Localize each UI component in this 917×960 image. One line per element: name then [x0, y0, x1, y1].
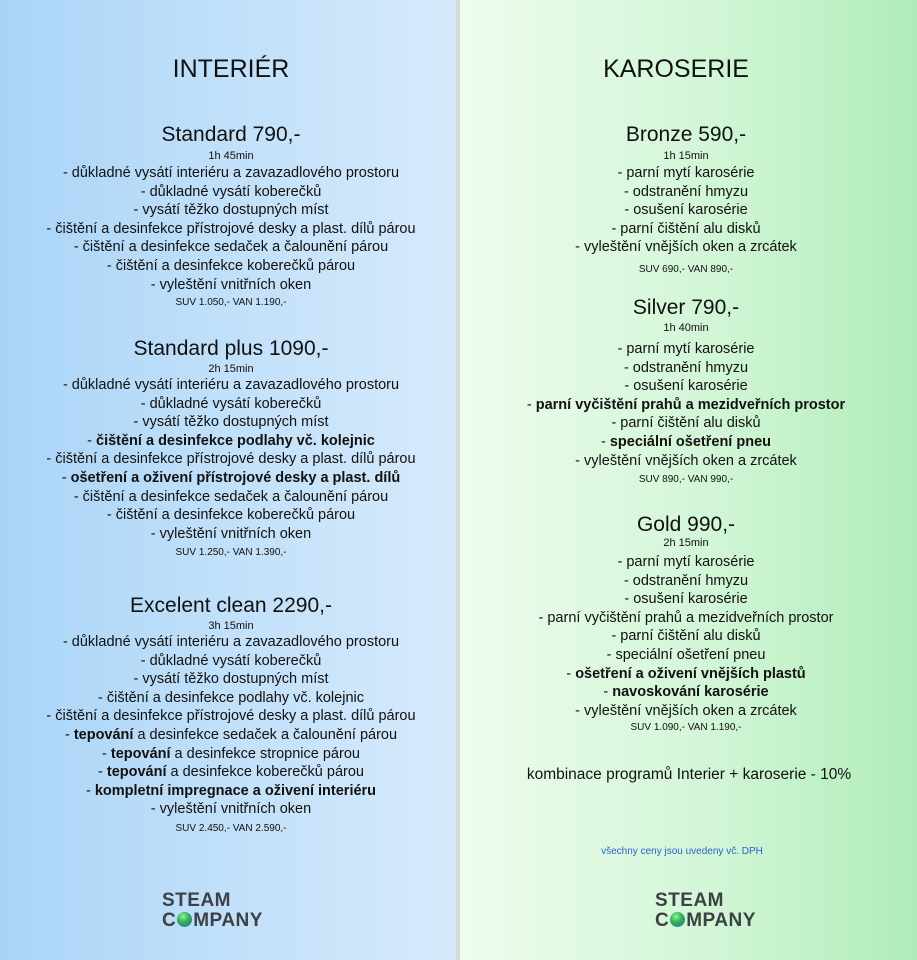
service-item	[86, 783, 376, 799]
service-item-text: a desinfekce koberečků párou	[166, 764, 364, 781]
service-item-text: - parní mytí karosérie	[617, 341, 755, 357]
service-item	[65, 727, 397, 743]
service-item-text: - parní vyčištění prahů a mezidveřních prostor	[538, 609, 834, 626]
service-item-highlight: ošetření a oživení přístrojové desky a plast. dílů	[70, 470, 401, 486]
combo-discount-text: kombinace programů Interier + karoserie - 10%	[526, 766, 852, 783]
service-item	[624, 360, 748, 376]
service-item	[539, 610, 834, 626]
package-duration: 1h 45min	[208, 150, 254, 162]
service-item-text: a desinfekce sedaček a čalounění párou	[133, 727, 398, 743]
service-item	[618, 554, 755, 570]
service-item-text: -	[566, 665, 576, 682]
service-item	[46, 221, 415, 237]
service-item	[87, 433, 375, 449]
service-item-text: -	[85, 782, 95, 799]
service-item	[133, 414, 328, 430]
package-title: Bronze 590,-	[625, 123, 747, 146]
service-item-text: -	[61, 470, 71, 486]
logo-letters: MPANY	[686, 910, 756, 931]
service-item	[133, 202, 328, 218]
suv-van-prices: SUV 890,- VAN 990,-	[638, 474, 734, 485]
service-item-text: - parní mytí karosérie	[617, 165, 755, 181]
package-duration: 3h 15min	[208, 620, 254, 632]
service-item-text: - čištění a desinfekce sedaček a čalounění párou	[73, 488, 389, 505]
service-item-text: -	[87, 432, 97, 449]
service-item	[575, 703, 797, 719]
package-duration: 1h 15min	[663, 150, 709, 162]
service-item	[575, 239, 797, 255]
service-item-text: - osušení karosérie	[624, 591, 748, 608]
service-item-text: - čištění a desinfekce sedaček a čalounění párou	[73, 239, 389, 256]
package-duration: 2h 15min	[208, 363, 254, 375]
service-item-text: - čištění a desinfekce koberečků párou	[106, 507, 356, 524]
service-item	[46, 708, 415, 724]
service-item	[603, 684, 768, 700]
service-item-text: -	[600, 434, 610, 450]
service-item-text: - parní čištění alu disků	[611, 415, 761, 432]
service-item-highlight: speciální ošetření pneu	[609, 434, 772, 450]
logo-letter: C	[162, 910, 177, 931]
logo-letter: C	[655, 910, 670, 931]
service-item-highlight: tepování	[110, 745, 171, 762]
service-item	[141, 653, 322, 669]
package-title: Standard plus 1090,-	[133, 337, 329, 360]
service-item-text: - odstranění hmyzu	[623, 359, 749, 376]
service-item	[74, 489, 388, 505]
vat-note: všechny ceny jsou uvedeny vč. DPH	[601, 846, 763, 857]
service-item	[46, 451, 415, 467]
service-item	[618, 341, 755, 357]
service-item	[611, 628, 760, 644]
service-item-text: - vyleštění vnějších oken a zrcátek	[575, 452, 797, 469]
service-item	[624, 591, 747, 607]
suv-van-prices: SUV 2.450,- VAN 2.590,-	[175, 823, 287, 834]
service-item-text: - vyleštění vnějších oken a zrcátek	[575, 702, 797, 719]
service-item-text: - vysátí těžko dostupných míst	[133, 202, 329, 219]
service-item	[107, 507, 355, 523]
service-item-highlight: parní vyčištění prahů a mezidveřních prostor	[535, 396, 846, 413]
service-item-text: - parní mytí karosérie	[617, 554, 755, 570]
service-item	[607, 647, 766, 663]
service-item-text: -	[603, 684, 613, 701]
service-item	[151, 526, 311, 542]
service-item	[601, 434, 771, 450]
exterior-heading: KAROSERIE	[603, 55, 749, 83]
logo-line-2	[655, 911, 756, 930]
service-item	[575, 453, 797, 469]
service-item-text: -	[64, 727, 74, 743]
suv-van-prices: SUV 1.250,- VAN 1.390,-	[175, 547, 287, 558]
logo-ball-icon	[670, 912, 685, 927]
service-item	[618, 165, 755, 181]
service-item-text: - osušení karosérie	[624, 378, 748, 395]
steam-company-logo	[162, 887, 266, 933]
logo-line-1: STEAM	[655, 890, 724, 911]
service-item-text: - čištění a desinfekce přístrojové desky a plast. dílů párou	[46, 451, 416, 468]
suv-van-prices: SUV 1.050,- VAN 1.190,-	[175, 297, 287, 308]
service-item	[624, 184, 748, 200]
service-item-text: - odstranění hmyzu	[623, 572, 749, 589]
service-item-text: - důkladné vysátí koberečků	[140, 652, 322, 669]
service-item-text: - vyleštění vnitřních oken	[150, 801, 312, 818]
suv-van-prices: SUV 1.090,- VAN 1.190,-	[630, 722, 742, 733]
service-item	[624, 202, 747, 218]
package-title: Excelent clean 2290,-	[130, 594, 332, 617]
service-item	[63, 634, 399, 650]
service-item-highlight: ošetření a oživení vnějších plastů	[575, 665, 806, 682]
service-item-text: - čištění a desinfekce přístrojové desky a plast. dílů párou	[46, 220, 416, 237]
service-item-text: - vysátí těžko dostupných míst	[133, 414, 329, 431]
steam-company-logo-right	[655, 887, 759, 933]
logo-line-2	[162, 911, 263, 930]
service-item-text: - odstranění hmyzu	[623, 183, 749, 200]
package-title: Standard 790,-	[161, 123, 301, 146]
service-item-highlight: tepování	[73, 727, 134, 743]
package-title: Gold 990,-	[636, 513, 736, 536]
service-item	[624, 573, 748, 589]
service-item	[611, 415, 760, 431]
service-item-text: - speciální ošetření pneu	[606, 647, 766, 663]
service-item	[151, 277, 311, 293]
logo-letters: MPANY	[193, 910, 263, 931]
service-item	[133, 671, 328, 687]
suv-van-prices: SUV 690,- VAN 890,-	[638, 264, 734, 275]
service-item-highlight: tepování	[106, 764, 167, 781]
interior-heading: INTERIÉR	[172, 55, 290, 83]
service-item-text: - vysátí těžko dostupných míst	[133, 671, 329, 688]
service-item	[62, 470, 400, 486]
service-item	[141, 184, 322, 200]
service-item-highlight: kompletní impregnace a oživení interiéru	[94, 782, 377, 799]
package-duration: 2h 15min	[663, 537, 709, 549]
service-item-text: -	[526, 396, 536, 413]
service-item-text: - osušení karosérie	[624, 202, 748, 219]
service-item-text: - čištění a desinfekce koberečků párou	[106, 258, 356, 274]
service-item	[98, 690, 364, 706]
service-item-highlight: čištění a desinfekce podlahy vč. kolejnic	[96, 432, 375, 449]
service-item-text: a desinfekce stropnice párou	[170, 745, 360, 762]
service-item	[141, 396, 322, 412]
service-item-text: - vyleštění vnějších oken a zrcátek	[575, 239, 797, 256]
service-item-text: - důkladné vysátí interiéru a zavazadlového prostoru	[62, 377, 400, 393]
service-item-text: - důkladné vysátí koberečků	[140, 183, 322, 200]
service-item-text: - důkladné vysátí interiéru a zavazadlového prostoru	[62, 634, 400, 650]
logo-line-1: STEAM	[162, 890, 231, 911]
service-item-text: -	[98, 764, 107, 781]
service-item	[527, 397, 845, 413]
service-item	[611, 221, 760, 237]
service-item-text: - důkladné vysátí interiéru a zavazadlového prostoru	[62, 165, 400, 181]
service-item-text: - čištění a desinfekce přístrojové desky a plast. dílů párou	[46, 708, 416, 725]
service-item	[151, 801, 311, 817]
service-item	[102, 746, 360, 762]
service-item	[63, 165, 399, 181]
service-item-text: - důkladné vysátí koberečků	[140, 395, 322, 412]
service-item	[624, 378, 747, 394]
service-item-text: - parní čištění alu disků	[611, 628, 761, 645]
service-item-text: - vyleštění vnitřních oken	[150, 525, 312, 542]
package-title: Silver 790,-	[632, 296, 740, 319]
service-item	[566, 666, 805, 682]
service-item-text: - vyleštění vnitřních oken	[150, 276, 312, 293]
service-item	[98, 764, 364, 780]
service-item-text: - čištění a desinfekce podlahy vč. kolejnic	[98, 689, 364, 706]
service-item-text: -	[102, 745, 111, 762]
service-item	[74, 239, 388, 255]
service-item	[63, 377, 399, 393]
service-item-highlight: navoskování karosérie	[612, 684, 769, 701]
service-item-text: - parní čištění alu disků	[611, 220, 761, 237]
service-item	[107, 258, 355, 274]
logo-ball-icon	[177, 912, 192, 927]
package-duration: 1h 40min	[663, 322, 709, 334]
